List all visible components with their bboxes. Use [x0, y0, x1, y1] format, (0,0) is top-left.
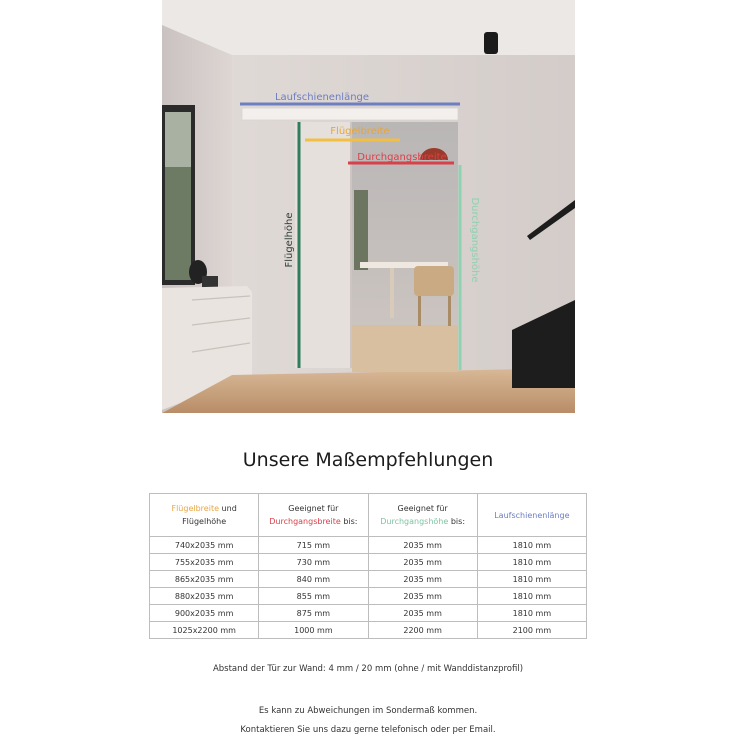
header-passage-width: Geeignet für Durchgangsbreite bis:: [259, 494, 368, 537]
contact-note: Kontaktieren Sie uns dazu gerne telefonisch oder per Email.: [240, 725, 496, 735]
page-title: Unsere Maßempfehlungen: [242, 449, 494, 471]
room-photo: [162, 0, 575, 413]
door-panel: [295, 122, 351, 368]
chair: [414, 266, 454, 296]
panel-height-label: Flügelhöhe: [284, 212, 295, 268]
passage-width-label: Durchgangsbreite: [357, 152, 447, 163]
rail-housing: [242, 108, 458, 120]
header-rail-length: Laufschienenlänge: [477, 494, 586, 537]
table-row: 865x2035 mm 840 mm 2035 mm 1810 mm: [150, 571, 587, 588]
table-row: 740x2035 mm 715 mm 2035 mm 1810 mm: [150, 537, 587, 554]
plant: [354, 190, 368, 270]
rail-length-label: Laufschienenlänge: [274, 92, 370, 103]
ceiling: [162, 0, 575, 55]
size-recommendations-table: [149, 493, 587, 639]
panel-width-label: Flügelbreite: [330, 126, 390, 137]
header-panel-size: Flügelbreite und Flügelhöhe: [150, 494, 259, 537]
header-passage-height: Geeignet für Durchgangshöhe bis:: [368, 494, 477, 537]
ceiling-spotlight: [484, 32, 498, 54]
table-row: 880x2035 mm 855 mm 2035 mm 1810 mm: [150, 588, 587, 605]
passage-height-label: Durchgangshöhe: [469, 197, 480, 283]
room-illustration: [162, 0, 575, 413]
table-row: 755x2035 mm 730 mm 2035 mm 1810 mm: [150, 554, 587, 571]
table-row: 1025x2200 mm 1000 mm 2200 mm 2100 mm: [150, 622, 587, 639]
wall-distance-note: Abstand der Tür zur Wand: 4 mm / 20 mm (ohne / mit Wanddistanzprofil): [212, 664, 524, 674]
deviation-note: Es kann zu Abweichungen im Sondermaß kommen.: [258, 706, 478, 716]
table-header-row: [150, 494, 587, 537]
table-row: 900x2035 mm 875 mm 2035 mm 1810 mm: [150, 605, 587, 622]
